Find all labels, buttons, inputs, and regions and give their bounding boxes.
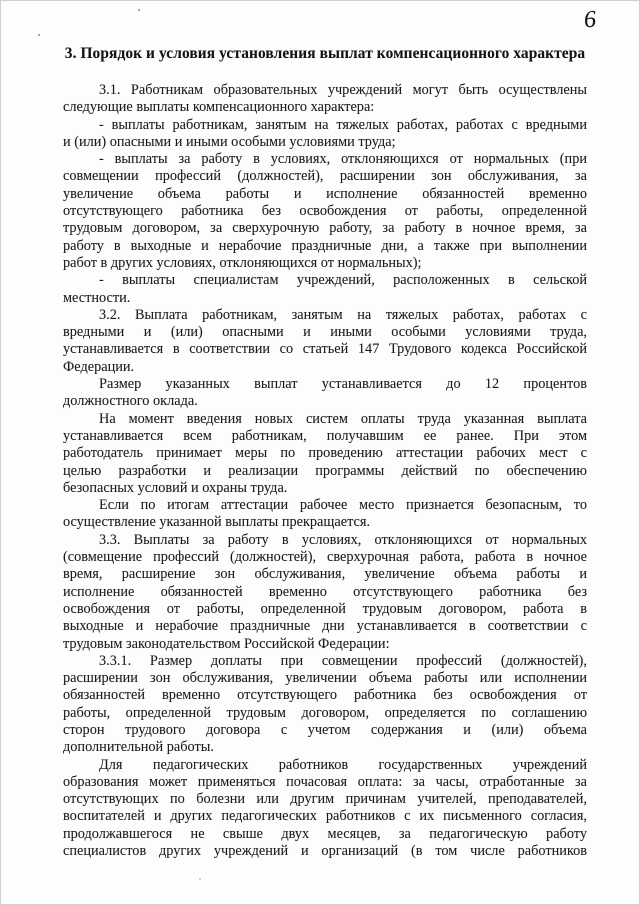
paragraph — [63, 532, 587, 653]
text-line: Федерации. — [63, 358, 135, 375]
text-line: (совмещение профессий (должностей), сверхурочная работа, работа в ночное — [63, 549, 587, 566]
text-line: 3.3.1. Размер доплаты при совмещении профессий (должностей), — [99, 652, 587, 669]
text-line: Размер указанных выплат устанавливается до 12 процентов — [99, 376, 587, 393]
text-line: сторон трудового договора с учетом содержания и (или) объема — [63, 721, 587, 738]
text-line: Если по итогам аттестации рабочее место признается безопасным, то — [99, 497, 587, 514]
text-line: должностного оклада. — [63, 393, 198, 410]
text-line: расширении зон обслуживания, увеличении объема работы или исполнении — [63, 670, 587, 687]
text-line: специалистов других учреждений и организаций (в том числе работников — [63, 843, 587, 860]
text-line: отсутствующих по болезни или другим причинам учителей, преподавателей, — [63, 791, 587, 808]
scan-speck — [38, 34, 40, 36]
paragraph — [63, 376, 587, 411]
text-line: - выплаты за работу в условиях, отклоняющихся от нормальных (при — [99, 151, 587, 168]
paragraph — [63, 272, 587, 307]
text-line: дополнительной работы. — [63, 739, 214, 756]
text-line: и (или) опасными и иными особыми условиями труда; — [63, 133, 396, 150]
paragraph — [63, 497, 587, 532]
text-line: целью разработки и реализации программы действий по обеспечению — [63, 462, 587, 479]
paragraph — [63, 757, 587, 861]
paragraph — [63, 117, 587, 152]
text-line: 3.2. Выплата работникам, занятым на тяжелых работах, работах с — [99, 306, 587, 323]
paragraph — [63, 82, 587, 117]
text-line: местности. — [63, 289, 131, 306]
scan-speck — [199, 878, 201, 880]
text-line: исполнение обязанностей временно отсутствующего работника без — [63, 583, 587, 600]
section-heading: 3. Порядок и условия установления выплат компенсационного характера — [64, 45, 586, 62]
document-body — [63, 82, 587, 860]
text-line: продолжавшегося не свыше двух месяцев, за педагогическую работу — [63, 825, 587, 842]
text-line: безопасных условий и охраны труда. — [63, 479, 288, 496]
text-line: 3.1. Работникам образовательных учреждений могут быть осуществлены — [99, 82, 587, 98]
text-line: время, расширение зон обслуживания, увеличение объема работы и — [63, 566, 587, 583]
text-line: трудовым договором, за сверхурочную работу, за работу в ночное время, за — [63, 220, 587, 237]
text-line: трудовым законодательством Российской Федерации: — [63, 635, 390, 652]
paragraph — [63, 307, 587, 376]
text-line: отсутствующего работника без освобождения от работы, определенной — [63, 203, 587, 220]
text-line: 3.3. Выплаты за работу в условиях, отклоняющихся от нормальных — [99, 531, 587, 548]
page-number: 6 — [583, 6, 597, 34]
paragraph — [63, 151, 587, 272]
text-line: Для педагогических работников государственных учреждений — [99, 756, 587, 773]
text-line: работы, определенной трудовым договором, определяется по соглашению — [63, 704, 587, 721]
paragraph — [63, 653, 587, 757]
text-line: устанавливается всем работникам, получавшим ее ранее. При этом — [63, 427, 587, 444]
text-line: устанавливается в соответствии со статьей 147 Трудового кодекса Российской — [63, 341, 587, 358]
text-line: - выплаты работникам, занятым на тяжелых работах, работах с вредными — [99, 116, 587, 133]
text-line: работ в других условиях, отклоняющихся от нормальных); — [63, 254, 422, 271]
text-line: осуществление указанной выплаты прекращается. — [63, 514, 371, 531]
text-line: освобождения от работы, определенной трудовым договором, работа в — [63, 600, 587, 617]
text-line: - выплаты специалистам учреждений, расположенных в сельской — [99, 272, 587, 289]
text-line: увеличение объема работы и исполнение обязанностей временно — [63, 185, 587, 202]
scan-speck — [138, 9, 140, 11]
text-line: следующие выплаты компенсационного характера: — [63, 99, 375, 116]
text-line: совмещении профессий (должностей), расширении зон обслуживания, за — [63, 168, 587, 185]
text-line: обязанностей временно отсутствующего работника без освобождения от — [63, 687, 587, 704]
text-line: выходные и нерабочие праздничные дни устанавливается в соответствии с — [63, 618, 587, 635]
text-line: вредными и (или) опасными и иными особыми условиями труда, — [63, 324, 587, 341]
text-line: воспитателей и других педагогических работников с их письменного согласия, — [63, 808, 587, 825]
text-line: работу в выходные и нерабочие праздничные дни, а также при выполнении — [63, 237, 587, 254]
text-line: На момент введения новых систем оплаты труда указанная выплата — [99, 410, 587, 427]
text-line: работодатель принимает меры по проведению аттестации рабочих мест с — [63, 445, 587, 462]
text-line: образования может применяться почасовая оплата: за часы, отработанные за — [63, 773, 587, 790]
paragraph — [63, 411, 587, 497]
